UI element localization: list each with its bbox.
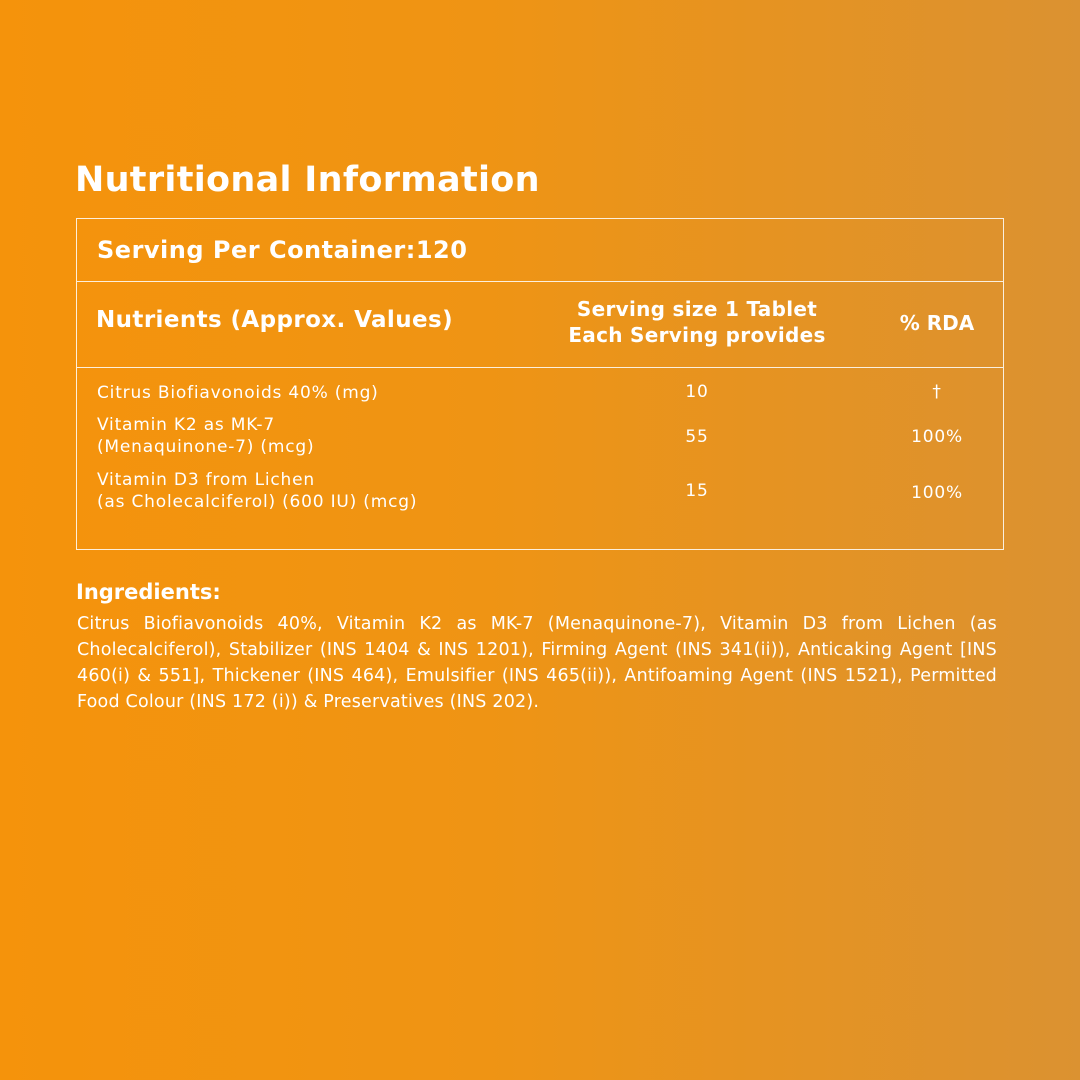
- nutrient-rda: 100%: [911, 483, 963, 503]
- header-nutrients: Nutrients (Approx. Values): [96, 307, 453, 333]
- nutrient-name-line2: (as Cholecalciferol) (600 IU) (mcg): [97, 492, 418, 512]
- nutrient-name: [97, 414, 314, 458]
- nutrient-rda: 100%: [911, 427, 963, 447]
- nutrient-name-line1: Vitamin K2 as MK-7: [97, 415, 275, 435]
- nutrient-amount: 15: [685, 481, 709, 501]
- header-serving-line1: Serving size 1 Tablet: [576, 297, 818, 321]
- nutrient-name: [97, 469, 417, 513]
- nutrient-amount: 10: [685, 382, 709, 402]
- nutrient-name-line1: Citrus Biofiavonoids 40% (mg): [97, 383, 379, 403]
- header-serving-line2: Each Serving provides: [568, 323, 826, 347]
- header-rda: % RDA: [899, 311, 975, 335]
- nutrient-rda: †: [932, 382, 942, 402]
- serving-per-container: Serving Per Container:120: [77, 219, 1003, 282]
- nutrient-name-line2: (Menaquinone-7) (mcg): [97, 437, 315, 457]
- nutrient-name-line1: Vitamin D3 from Lichen: [97, 470, 315, 490]
- nutrition-table: [76, 218, 1004, 550]
- nutrient-amount: 55: [685, 427, 709, 447]
- ingredients-title: Ingredients:: [76, 580, 221, 604]
- header-serving: [537, 296, 857, 348]
- nutrient-name: [97, 382, 379, 404]
- page-title: Nutritional Information: [75, 160, 540, 200]
- ingredients-text: Citrus Biofiavonoids 40%, Vitamin K2 as MK-7 (Menaquinone-7), Vitamin D3 from Lichen (as Cholecalciferol), Stabilizer (INS 1404 & INS 1201), Firming Agent (INS 341(ii)), Anticaking Agent [INS 460(i) & 551], Thickener (INS 464), Emulsifier (INS 465(ii)), Antifoaming Agent (INS 1521), Permitted Food Colour (INS 172 (i)) & Preservatives (INS 202).: [77, 614, 997, 712]
- table-header: [77, 282, 1003, 368]
